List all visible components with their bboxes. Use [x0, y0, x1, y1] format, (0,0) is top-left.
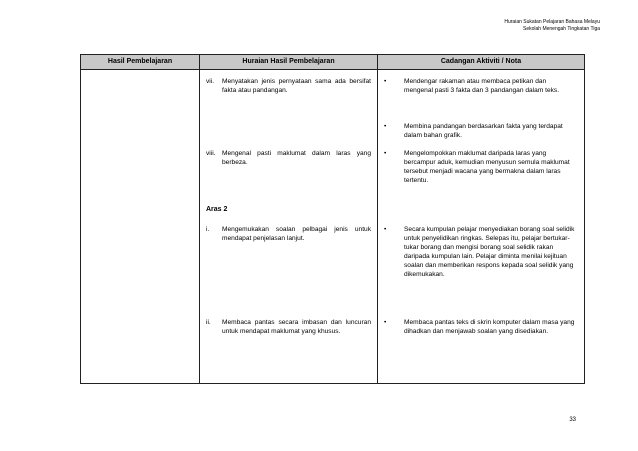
bullet: • — [384, 319, 387, 326]
item-text: Menyatakan jenis pernyataan sama ada bersifat fakta atau pandangan. — [222, 78, 371, 94]
col-hasil-pembelajaran: Hasil Pembelajaran — [81, 55, 200, 70]
syllabus-table — [80, 54, 585, 384]
item-text: Membaca pantas teks di skrin komputer dalam masa yang dihadkan dan menjawab soalan yang disediakan. — [404, 319, 575, 335]
item-text: Secara kumpulan pelajar menyediakan borang soal selidik untuk penyelidikan ringkas. Selepas itu, pelajar bertukar-tukar borang dan mengisi borang soal selidik rakan daripada kumpulan lain. Pelajar diminta menilai kejituan soalan dan memberikan respons kepada soal selidik yang dikemukakan. — [404, 226, 575, 278]
bullet: • — [384, 226, 387, 233]
cadangan-item — [384, 225, 576, 279]
cadangan-item — [384, 149, 576, 185]
item-number: viii. — [206, 150, 216, 157]
bullet: • — [384, 150, 387, 157]
huraian-item — [206, 225, 371, 243]
cadangan-item — [384, 318, 576, 336]
col-huraian-hasil: Huraian Hasil Pembelajaran — [200, 55, 378, 70]
item-number: ii. — [206, 319, 211, 326]
huraian-item — [206, 77, 371, 95]
huraian-cell — [200, 70, 378, 384]
hasil-cell — [81, 70, 200, 384]
table-header-row — [81, 55, 585, 70]
huraian-item — [206, 149, 371, 167]
bullet: • — [384, 78, 387, 85]
cadangan-item — [384, 77, 576, 95]
cadangan-item — [384, 122, 576, 140]
item-text: Membaca pantas secara imbasan dan luncuran untuk mendapat maklumat yang khusus. — [222, 319, 371, 335]
item-text: Mengenal pasti maklumat dalam laras yang berbeza. — [222, 150, 371, 166]
col-cadangan-aktiviti: Cadangan Aktiviti / Nota — [378, 55, 585, 70]
item-text: Mengelompokkan maklumat daripada laras yang bercampur aduk, kemudian menyusun semula maklumat tersebut menjadi wacana yang bermakna dalam laras tertentu. — [404, 150, 570, 184]
table-row — [81, 70, 585, 384]
item-number: vii. — [206, 78, 215, 85]
huraian-item — [206, 318, 371, 336]
page-number: 33 — [569, 417, 576, 423]
header-line-1: Huraian Sukatan Pelajaran Bahasa Melayu — [504, 19, 600, 25]
running-header — [504, 19, 600, 33]
item-text: Mendengar rakaman atau membaca petikan dan mengenal pasti 3 fakta dan 3 pandangan dalam teks. — [404, 78, 560, 94]
item-text: Membina pandangan berdasarkan fakta yang terdapat dalam bahan grafik. — [404, 123, 563, 139]
item-number: i. — [206, 226, 210, 233]
item-text: Mengemukakan soalan pelbagai jenis untuk mendapat penjelasan lanjut. — [222, 226, 371, 242]
aras-heading: Aras 2 — [206, 206, 228, 213]
cadangan-cell — [378, 70, 585, 384]
bullet: • — [384, 123, 387, 130]
header-line-2: Sekolah Menengah Tingkatan Tiga — [523, 26, 600, 32]
